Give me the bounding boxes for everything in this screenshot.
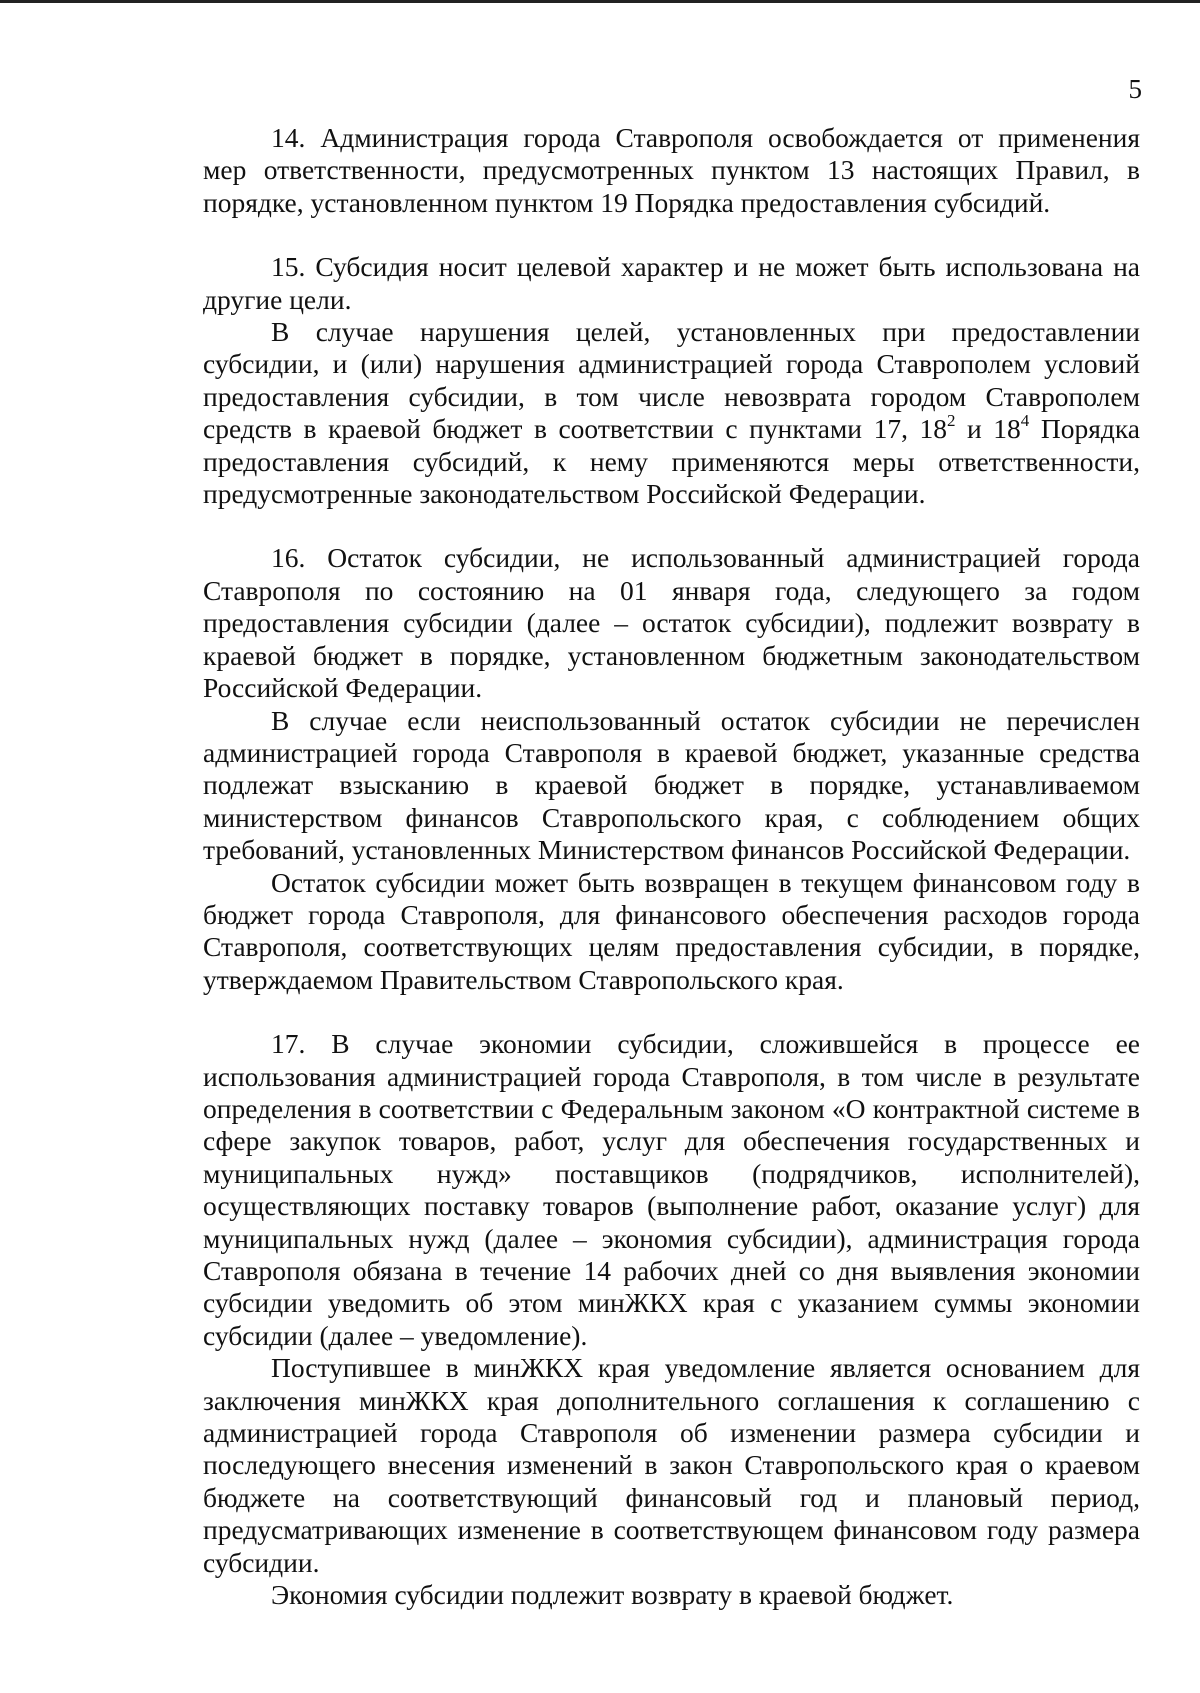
- page-number: 5: [1128, 74, 1142, 104]
- document-body: [203, 122, 1140, 1611]
- paragraph-17-economy-return: Экономия субсидии подлежит возврату в краевой бюджет.: [271, 1579, 954, 1611]
- paragraph-15-violation-text-1: В случае нарушения целей, установленных при предоставлении субсидии, и (или) нарушения администрацией города Ставрополем условий предоставления субсидии, в том числе невозврата городом Ставрополем средств в краевой бюджет в соответствии с пунктами 17, 18: [203, 316, 1140, 445]
- paragraph-15-violation-text-3: Порядка предоставления субсидий, к нему применяются меры ответственности, предусмотренные законодательством Российской Федерации.: [203, 413, 1140, 510]
- paragraph-16-return-balance: Остаток субсидии может быть возвращен в текущем финансовом году в бюджет города Ставрополя, для финансового обеспечения расходов города Ставрополя, соответствующих целям предоставления субсидии, в порядке, утверждаемом Правительством Ставропольского края.: [203, 866, 1140, 995]
- paragraph-16-unused-balance: В случае если неиспользованный остаток субсидии не перечислен администрацией города Ставрополя в краевой бюджет, указанные средства подлежат взысканию в краевой бюджет в порядке, устанавливаемом министерством финансов Ставропольского края, с соблюдением общих требований, установленных Министерством финансов Российской Федерации.: [203, 704, 1140, 866]
- paragraph-15: 15. Субсидия носит целевой характер и не может быть использована на другие цели.: [203, 251, 1140, 315]
- paragraph-17: 17. В случае экономии субсидии, сложившейся в процессе ее использования администрацией города Ставрополя, в том числе в результате определения в соответствии с Федеральным законом «О контрактной системе в сфере закупок товаров, работ, услуг для обеспечения государственных и муниципальных нужд» поставщиков (подрядчиков, исполнителей), осуществляющих поставку товаров (выполнение работ, оказание услуг) для муниципальных нужд (далее – экономия субсидии), администрация города Ставрополя обязана в течение 14 рабочих дней со дня выявления экономии субсидии уведомить об этом минЖКХ края с указанием суммы экономии субсидии (далее – уведомление).: [203, 1028, 1140, 1351]
- paragraph-14: 14. Администрация города Ставрополя освобождается от применения мер ответственности, предусмотренных пунктом 13 настоящих Правил, в порядке, установленном пунктом 19 Порядка предоставления субсидий.: [203, 122, 1140, 218]
- superscript-2: 2: [946, 411, 956, 431]
- paragraph-15-violation-text-2: и 18: [955, 413, 1021, 445]
- superscript-4: 4: [1020, 411, 1030, 431]
- paragraph-16: 16. Остаток субсидии, не использованный администрацией города Ставрополя по состоянию на 01 января года, следующего за годом предоставления субсидии (далее – остаток субсидии), подлежит возврату в краевой бюджет в порядке, установленном бюджетным законодательством Российской Федерации.: [203, 542, 1140, 704]
- paragraph-15-violation: [203, 316, 1140, 510]
- top-edge-rule: [0, 0, 1200, 3]
- paragraph-17-notification: Поступившее в минЖКХ края уведомление является основанием для заключения минЖКХ края дополнительного соглашения к соглашению с администрацией города Ставрополя об изменении размера субсидии и последующего внесения изменений в закон Ставропольского края о краевом бюджете на соответствующий финансовый год и плановый период, предусматривающих изменение в соответствующем финансовом году размера субсидии.: [203, 1352, 1140, 1578]
